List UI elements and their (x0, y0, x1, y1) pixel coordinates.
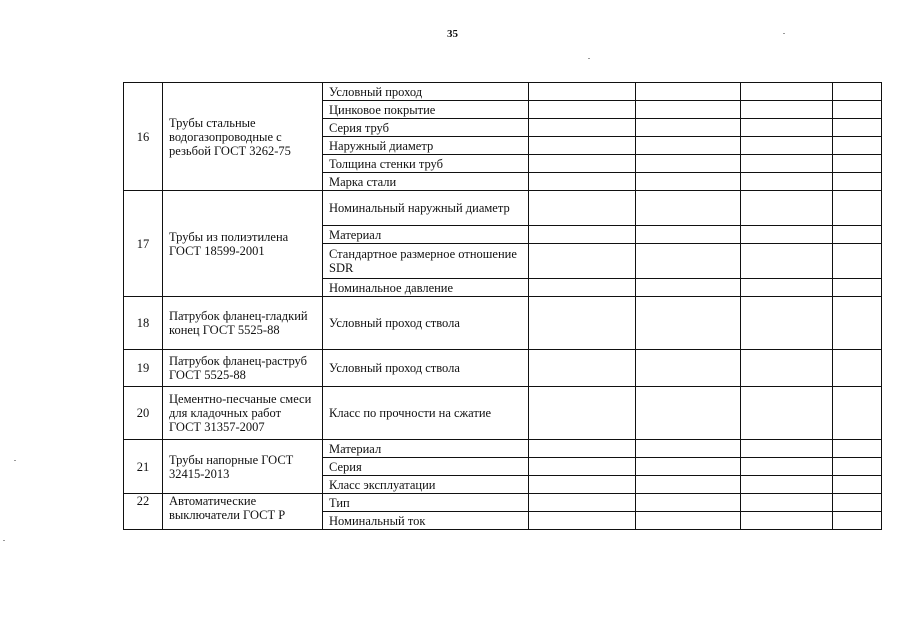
parameter-cell: Серия труб (323, 119, 529, 137)
value-cell[interactable] (529, 297, 636, 350)
scan-speck (783, 33, 785, 34)
parameter-cell: Материал (323, 440, 529, 458)
value-cell[interactable] (529, 119, 636, 137)
product-name: Патрубок фланец-гладкий конец ГОСТ 5525-88 (163, 297, 323, 350)
value-cell[interactable] (741, 244, 833, 279)
parameter-cell: Класс эксплуатации (323, 476, 529, 494)
parameter-cell: Класс по прочности на сжатие (323, 387, 529, 440)
value-cell[interactable] (741, 226, 833, 244)
table-row (124, 387, 882, 440)
parameter-cell: Марка стали (323, 173, 529, 191)
parameter-cell: Тип (323, 494, 529, 512)
parameter-cell: Условный проход ствола (323, 297, 529, 350)
value-cell[interactable] (741, 458, 833, 476)
value-cell[interactable] (833, 458, 882, 476)
value-cell[interactable] (741, 137, 833, 155)
value-cell[interactable] (529, 137, 636, 155)
value-cell[interactable] (833, 350, 882, 387)
table-row (124, 350, 882, 387)
value-cell[interactable] (529, 512, 636, 530)
value-cell[interactable] (833, 476, 882, 494)
value-cell[interactable] (833, 101, 882, 119)
value-cell[interactable] (636, 244, 741, 279)
parameter-cell: Номинальное давление (323, 279, 529, 297)
value-cell[interactable] (833, 512, 882, 530)
row-number: 18 (124, 297, 163, 350)
value-cell[interactable] (529, 226, 636, 244)
page-number: 35 (447, 28, 458, 40)
parameter-cell: Цинковое покрытие (323, 101, 529, 119)
value-cell[interactable] (636, 440, 741, 458)
value-cell[interactable] (741, 387, 833, 440)
value-cell[interactable] (833, 191, 882, 226)
value-cell[interactable] (529, 155, 636, 173)
value-cell[interactable] (529, 387, 636, 440)
value-cell[interactable] (833, 226, 882, 244)
table-row (124, 297, 882, 350)
value-cell[interactable] (741, 512, 833, 530)
value-cell[interactable] (741, 350, 833, 387)
value-cell[interactable] (636, 387, 741, 440)
value-cell[interactable] (741, 279, 833, 297)
row-number: 21 (124, 440, 163, 494)
value-cell[interactable] (833, 244, 882, 279)
value-cell[interactable] (636, 350, 741, 387)
value-cell[interactable] (741, 440, 833, 458)
value-cell[interactable] (636, 155, 741, 173)
parameter-cell: Материал (323, 226, 529, 244)
table-row (124, 83, 882, 101)
specification-table (123, 82, 882, 530)
value-cell[interactable] (833, 119, 882, 137)
row-number: 22 (124, 494, 163, 530)
value-cell[interactable] (833, 494, 882, 512)
value-cell[interactable] (833, 155, 882, 173)
value-cell[interactable] (636, 476, 741, 494)
row-number: 17 (124, 191, 163, 297)
value-cell[interactable] (636, 297, 741, 350)
value-cell[interactable] (833, 387, 882, 440)
product-name: Трубы напорные ГОСТ 32415-2013 (163, 440, 323, 494)
table-row (124, 191, 882, 226)
value-cell[interactable] (529, 101, 636, 119)
value-cell[interactable] (529, 440, 636, 458)
value-cell[interactable] (636, 512, 741, 530)
value-cell[interactable] (529, 476, 636, 494)
value-cell[interactable] (741, 119, 833, 137)
value-cell[interactable] (636, 458, 741, 476)
value-cell[interactable] (741, 494, 833, 512)
product-name: Трубы стальные водогазопроводные с резьбой ГОСТ 3262-75 (163, 83, 323, 191)
value-cell[interactable] (833, 279, 882, 297)
scan-speck (14, 460, 16, 461)
scan-speck (588, 58, 590, 59)
value-cell[interactable] (636, 119, 741, 137)
value-cell[interactable] (636, 83, 741, 101)
value-cell[interactable] (636, 137, 741, 155)
parameter-cell: Толщина стенки труб (323, 155, 529, 173)
parameter-cell: Стандартное размерное отношение SDR (323, 244, 529, 279)
value-cell[interactable] (529, 173, 636, 191)
value-cell[interactable] (636, 191, 741, 226)
value-cell[interactable] (529, 244, 636, 279)
scan-speck (3, 540, 5, 541)
parameter-cell: Условный проход ствола (323, 350, 529, 387)
product-name: Патрубок фланец-раструб ГОСТ 5525-88 (163, 350, 323, 387)
value-cell[interactable] (529, 279, 636, 297)
value-cell[interactable] (833, 83, 882, 101)
value-cell[interactable] (636, 173, 741, 191)
row-number: 19 (124, 350, 163, 387)
row-number: 20 (124, 387, 163, 440)
product-name: Трубы из полиэтилена ГОСТ 18599-2001 (163, 191, 323, 297)
parameter-cell: Серия (323, 458, 529, 476)
value-cell[interactable] (741, 297, 833, 350)
value-cell[interactable] (529, 494, 636, 512)
value-cell[interactable] (636, 279, 741, 297)
row-number: 16 (124, 83, 163, 191)
table-row (124, 440, 882, 458)
value-cell[interactable] (529, 83, 636, 101)
value-cell[interactable] (636, 226, 741, 244)
value-cell[interactable] (741, 155, 833, 173)
value-cell[interactable] (741, 101, 833, 119)
value-cell[interactable] (741, 173, 833, 191)
parameter-cell: Наружный диаметр (323, 137, 529, 155)
value-cell[interactable] (833, 297, 882, 350)
value-cell[interactable] (636, 494, 741, 512)
value-cell[interactable] (833, 173, 882, 191)
value-cell[interactable] (741, 191, 833, 226)
value-cell[interactable] (741, 476, 833, 494)
value-cell[interactable] (529, 458, 636, 476)
value-cell[interactable] (529, 350, 636, 387)
parameter-cell: Условный проход (323, 83, 529, 101)
product-name: Автоматические выключатели ГОСТ Р (163, 494, 323, 530)
product-name: Цементно-песчаные смеси для кладочных работ ГОСТ 31357-2007 (163, 387, 323, 440)
parameter-cell: Номинальный ток (323, 512, 529, 530)
value-cell[interactable] (833, 137, 882, 155)
value-cell[interactable] (741, 83, 833, 101)
value-cell[interactable] (529, 191, 636, 226)
parameter-cell: Номинальный наружный диаметр (323, 191, 529, 226)
value-cell[interactable] (833, 440, 882, 458)
table-row (124, 494, 882, 512)
value-cell[interactable] (636, 101, 741, 119)
